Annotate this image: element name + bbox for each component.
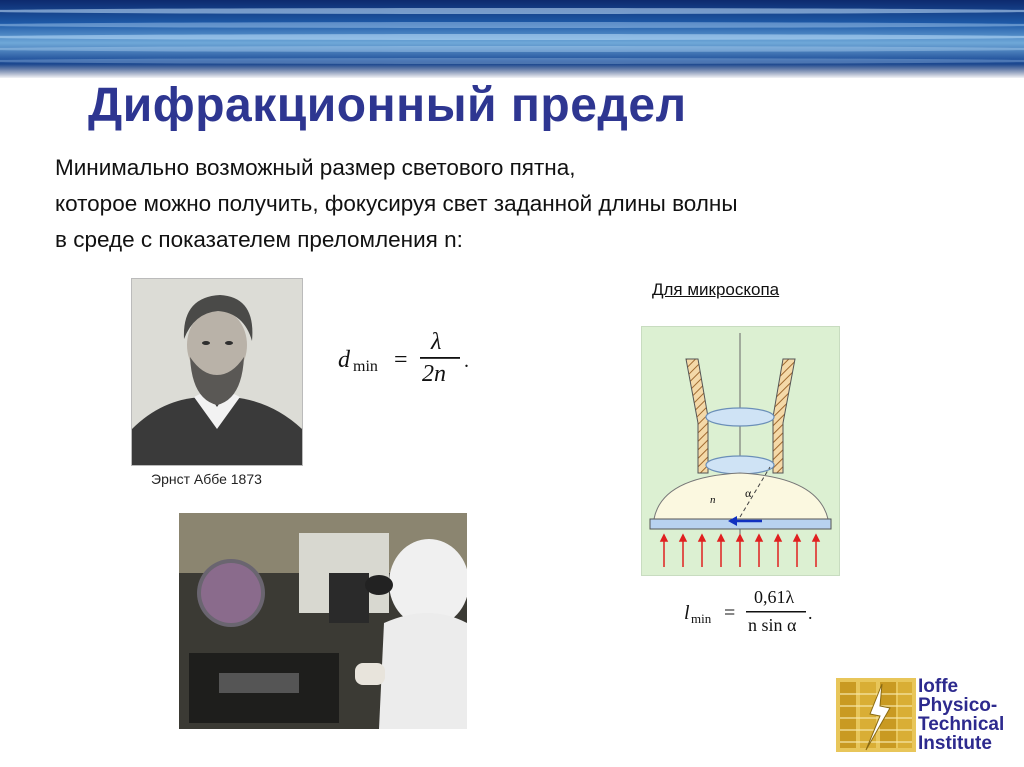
svg-text:=: = (394, 347, 408, 373)
institute-name-line: Physico- (918, 695, 998, 716)
formula-dmin-denominator: 2n (422, 361, 446, 387)
institute-name-line: Technical (918, 714, 1005, 735)
svg-text:=: = (724, 602, 736, 624)
banner-ripple (0, 8, 1024, 14)
formula-dmin (336, 325, 476, 390)
banner-ripple (0, 34, 1024, 40)
institute-name-line: Ioffe (918, 676, 959, 697)
formula-dmin-subscript: min (353, 358, 378, 375)
microscope-diagram (641, 326, 840, 576)
formula-lmin-lhs: l (684, 602, 690, 624)
description-line: Минимально возможный размер светового пятна, (55, 155, 576, 180)
ioffe-logo-icon (836, 674, 916, 754)
formula-lmin (680, 585, 820, 637)
formula-dmin-lhs: d (338, 347, 350, 373)
formula-dmin-numerator: λ (431, 329, 442, 355)
institute-name (918, 677, 1004, 753)
formula-lmin-terminator: . (808, 603, 813, 623)
slide-title: Дифракционный предел (88, 79, 687, 132)
formula-lmin-denominator: n sin α (748, 615, 797, 635)
description-line: которое можно получить, фокусируя свет заданной длины волны (55, 191, 738, 216)
formula-dmin-terminator: . (464, 350, 469, 372)
header-banner (0, 0, 1024, 78)
formula-lmin-subscript: min (691, 611, 712, 626)
abbe-portrait (131, 278, 303, 466)
institute-name-line: Institute (918, 733, 992, 754)
microscope-label: Для микроскопа (652, 280, 780, 299)
diagram-medium-label: n (710, 494, 716, 506)
lab-photo (179, 513, 467, 729)
formula-lmin-numerator: 0,61λ (754, 587, 795, 607)
banner-ripple (0, 22, 1024, 28)
slide-description (55, 150, 955, 258)
banner-fade (0, 64, 1024, 78)
banner-ripple (0, 46, 1024, 52)
diagram-angle-label: α (745, 486, 752, 500)
description-line: в среде с показателем преломления n: (55, 227, 463, 252)
portrait-caption: Эрнст Аббе 1873 (151, 471, 262, 487)
